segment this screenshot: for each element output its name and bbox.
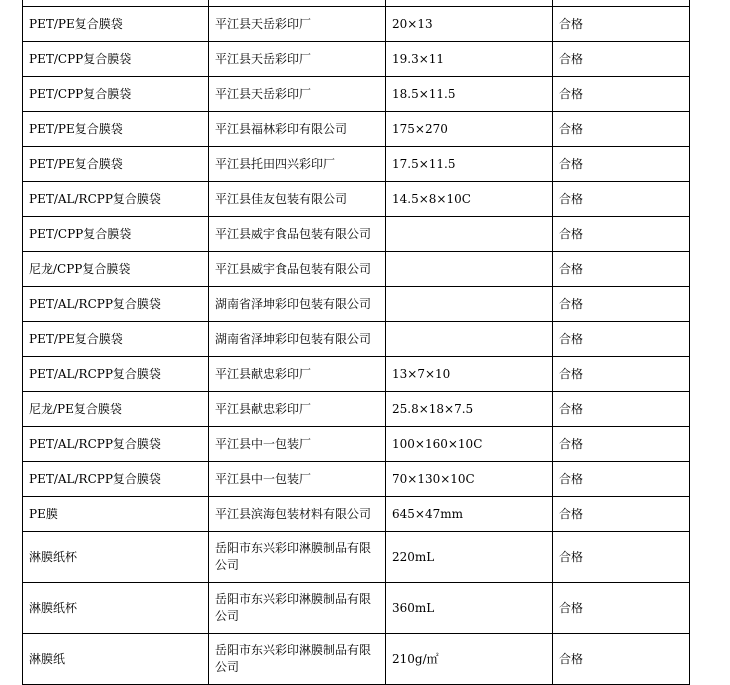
product-cell: PET/AL/RCPP复合膜袋 [23, 462, 209, 497]
product-cell: PET/AL/RCPP复合膜袋 [23, 182, 209, 217]
company-cell: 湖南省泽坤彩印包装有限公司 [209, 322, 386, 357]
product-cell: 淋膜纸杯 [23, 583, 209, 634]
product-cell: PET/AL/RCPP复合膜袋 [23, 427, 209, 462]
table-row [23, 392, 690, 427]
table-row [23, 217, 690, 252]
table-row [23, 427, 690, 462]
company-cell: 平江县托田四兴彩印厂 [209, 147, 386, 182]
spec-cell: 70×130×10C [386, 462, 553, 497]
result-cell: 合格 [553, 217, 690, 252]
product-cell: PET/PE复合膜袋 [23, 147, 209, 182]
company-cell: 岳阳市东兴彩印淋膜制品有限公司 [209, 634, 386, 685]
result-cell: 合格 [553, 7, 690, 42]
product-cell: PET/CPP复合膜袋 [23, 77, 209, 112]
product-cell: PET/AL/RCPP复合膜袋 [23, 287, 209, 322]
product-cell: 尼龙/PE复合膜袋 [23, 392, 209, 427]
table-body [23, 0, 690, 685]
result-cell: 合格 [553, 462, 690, 497]
result-cell: 合格 [553, 583, 690, 634]
table-row [23, 357, 690, 392]
table-row [23, 287, 690, 322]
result-cell: 合格 [553, 497, 690, 532]
company-cell: 平江县中一包装厂 [209, 427, 386, 462]
company-cell: 岳阳市东兴彩印淋膜制品有限公司 [209, 583, 386, 634]
table-row [23, 182, 690, 217]
inspection-results-table [22, 0, 690, 685]
table-row [23, 77, 690, 112]
spec-cell: 175×270 [386, 112, 553, 147]
result-cell: 合格 [553, 147, 690, 182]
company-cell: 平江县佳友包装有限公司 [209, 182, 386, 217]
result-cell: 合格 [553, 634, 690, 685]
product-cell: PET/CPP复合膜袋 [23, 42, 209, 77]
spec-cell: 19.3×11 [386, 42, 553, 77]
spec-cell [386, 217, 553, 252]
company-cell: 岳阳市东兴彩印淋膜制品有限公司 [209, 532, 386, 583]
result-cell: 合格 [553, 392, 690, 427]
table-row [23, 252, 690, 287]
table-row [23, 42, 690, 77]
table-row [23, 532, 690, 583]
product-cell: 淋膜纸杯 [23, 532, 209, 583]
table-row [23, 497, 690, 532]
spec-cell: 645×47mm [386, 497, 553, 532]
company-cell: 平江县滨海包装材料有限公司 [209, 497, 386, 532]
spec-cell: 360mL [386, 583, 553, 634]
spec-cell: 100×160×10C [386, 427, 553, 462]
product-cell: PET/PE复合膜袋 [23, 7, 209, 42]
spec-cell [386, 322, 553, 357]
spec-cell: 210g/㎡ [386, 634, 553, 685]
table-row [23, 322, 690, 357]
table-row [23, 112, 690, 147]
result-cell: 合格 [553, 357, 690, 392]
result-cell: 合格 [553, 182, 690, 217]
result-cell: 合格 [553, 252, 690, 287]
company-cell: 平江县福林彩印有限公司 [209, 112, 386, 147]
spec-cell: 18.5×11.5 [386, 77, 553, 112]
result-cell: 合格 [553, 77, 690, 112]
spec-cell: 14.5×8×10C [386, 182, 553, 217]
table-row [23, 147, 690, 182]
result-cell: 合格 [553, 112, 690, 147]
spec-cell: 17.5×11.5 [386, 147, 553, 182]
product-cell: PET/CPP复合膜袋 [23, 217, 209, 252]
company-cell: 平江县威宇食品包装有限公司 [209, 217, 386, 252]
product-cell: PET/PE复合膜袋 [23, 322, 209, 357]
company-cell: 平江县献忠彩印厂 [209, 357, 386, 392]
spec-cell: 220mL [386, 532, 553, 583]
company-cell: 平江县献忠彩印厂 [209, 392, 386, 427]
spec-cell [386, 252, 553, 287]
company-cell: 平江县天岳彩印厂 [209, 42, 386, 77]
company-cell: 平江县天岳彩印厂 [209, 77, 386, 112]
company-cell: 平江县天岳彩印厂 [209, 7, 386, 42]
company-cell: 湖南省泽坤彩印包装有限公司 [209, 287, 386, 322]
product-cell: PET/PE复合膜袋 [23, 112, 209, 147]
table-row [23, 634, 690, 685]
result-cell: 合格 [553, 287, 690, 322]
product-cell: 淋膜纸 [23, 634, 209, 685]
company-cell: 平江县中一包装厂 [209, 462, 386, 497]
table-row [23, 583, 690, 634]
result-cell: 合格 [553, 42, 690, 77]
result-cell: 合格 [553, 322, 690, 357]
product-cell: PE膜 [23, 497, 209, 532]
spec-cell: 25.8×18×7.5 [386, 392, 553, 427]
table-row [23, 462, 690, 497]
spec-cell [386, 287, 553, 322]
table-row [23, 7, 690, 42]
product-cell: 尼龙/CPP复合膜袋 [23, 252, 209, 287]
result-cell: 合格 [553, 427, 690, 462]
product-cell: PET/AL/RCPP复合膜袋 [23, 357, 209, 392]
result-cell: 合格 [553, 532, 690, 583]
spec-cell: 13×7×10 [386, 357, 553, 392]
spec-cell: 20×13 [386, 7, 553, 42]
company-cell: 平江县威宇食品包装有限公司 [209, 252, 386, 287]
